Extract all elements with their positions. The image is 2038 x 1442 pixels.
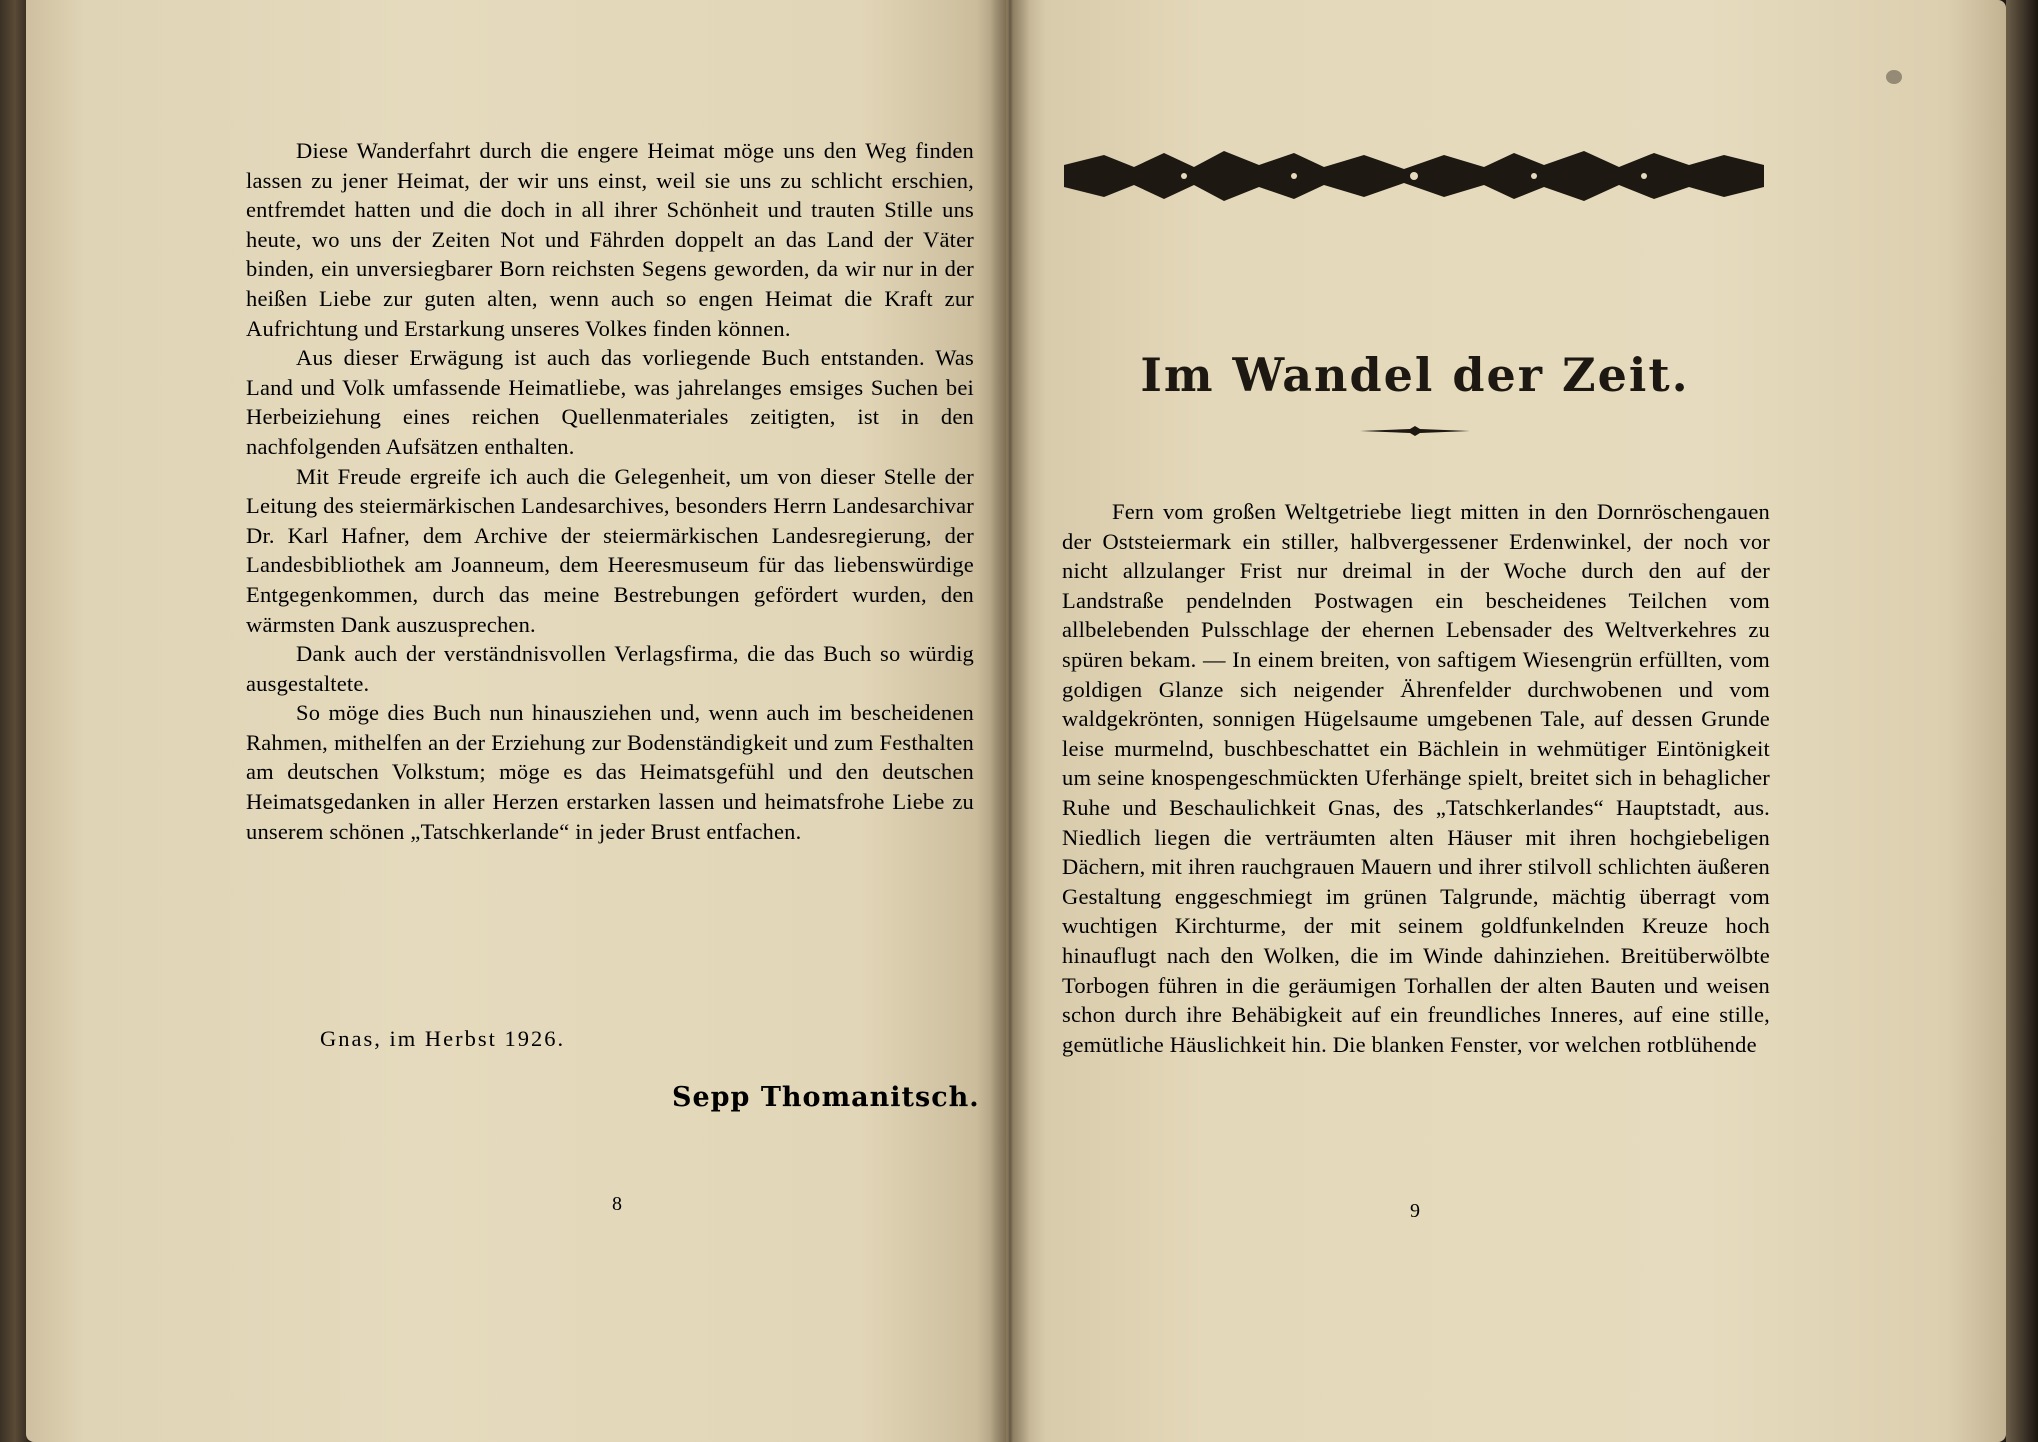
left-page-text	[246, 136, 974, 846]
decorative-header-ornament	[1064, 145, 1764, 207]
place-date: Gnas, im Herbst 1926.	[320, 1026, 566, 1051]
page-number-right: 9	[1410, 1200, 1420, 1222]
paragraph: Diese Wanderfahrt durch die engere Heimat möge uns den Weg finden lassen zu jener Heimat, der wir uns einst, weil sie uns zu schlicht erschien, entfremdet hatten und die doch in all ihrer Schönheit und trauten Stille uns heute, wo uns der Zeiten Not und Fährden doppelt an das Land der Väter binden, ein unversiegbarer Born reichsten Segens geworden, da wir nur in der heißen Liebe zur guten alten, wenn auch so engen Heimat die Kraft zur Aufrichtung und Erstarkung unseres Volkes finden können.	[246, 138, 974, 341]
paper-stain	[1886, 70, 1902, 84]
paragraph: Mit Freude ergreife ich auch die Gelegenheit, um von dieser Stelle der Leitung des steiermärkischen Landesarchives, besonders Herrn Landesarchivar Dr. Karl Hafner, dem Archive der steiermärkischen Landesregierung, der Landesbibliothek am Joanneum, dem Heeresmuseum für das liebenswürdige Entgegenkommen, durch das meine Bestrebungen gefördert wurden, den wärmsten Dank auszusprechen.	[246, 463, 974, 637]
paragraph: So möge dies Buch nun hinausziehen und, wenn auch im bescheidenen Rahmen, mithelfen an der Erziehung zur Bodenständigkeit und zum Festhalten am deutschen Volkstum; möge es das Heimatsgefühl und den deutschen Heimatsgedanken in aller Herzen erstarken lassen und heimatsfrohe Liebe zu unserem schönen „Tatschkerlande“ in jeder Brust entfachen.	[246, 700, 974, 844]
paragraph: Dank auch der verständnisvollen Verlagsfirma, die das Buch so würdig ausgestaltete.	[246, 641, 974, 696]
paragraph: Aus dieser Erwägung ist auch das vorliegende Buch entstanden. Was Land und Volk umfassende Heimatliebe, was jahrelanges emsiges Suchen bei Herbeiziehung eines reichen Quellenmateriales zeitigten, ist in den nachfolgenden Aufsätzen enthalten.	[246, 345, 974, 459]
page-number-left: 8	[612, 1193, 622, 1215]
right-page-text	[1062, 497, 1770, 1059]
title-divider	[1360, 425, 1470, 437]
author-signature: Sepp Thomanitsch.	[672, 1082, 980, 1113]
gutter-shadow	[990, 0, 1030, 1442]
chapter-title: Im Wandel der Zeit.	[1140, 348, 1690, 402]
paragraph: Fern vom großen Weltgetriebe liegt mitten in den Dornröschengauen der Oststeiermark ein stiller, halbvergessener Erdenwinkel, der noch vor nicht allzulanger Frist nur dreimal in der Woche durch den auf der Landstraße pendelnden Postwagen ein bescheidenes Teilchen vom allbelebenden Pulsschlage der ehernen Lebensader des Weltverkehres zu spüren bekam. — In einem breiten, von saftigem Wiesengrün erfüllten, vom goldigen Glanze sich neigender Ährenfelder durchwobenen und vom waldgekrönten, sonnigen Hügelsaume umgebenen Tale, auf dessen Grunde leise murmelnd, buschbeschattet ein Bächlein in wehmütiger Eintönigkeit um seine knospengeschmückten Uferhänge spielt, breitet sich in behaglicher Ruhe und Beschaulichkeit Gnas, des „Tatschkerlandes“ Hauptstadt, aus. Niedlich liegen die verträumten alten Häuser mit ihren hochgiebeligen Dächern, mit ihren rauchgrauen Mauern und ihrer stilvoll schlichten äußeren Gestaltung enggeschmiegt im grünen Talgrunde, mächtig überragt vom wuchtigen Kirchturme, der mit seinem goldfunkelnden Kreuze hoch hinauflugt nach den Wolken, die im Winde dahinziehen. Breitüberwölbte Torbogen führen in die geräumigen Torhallen der alten Bauten und weisen schon durch ihre Behäbigkeit auf ein freundliches Inneres, auf eine stille, gemütliche Häuslichkeit hin. Die blanken Fenster, vor welchen rotblühende	[1062, 499, 1770, 1057]
book-cover-edge-right	[2006, 0, 2038, 1442]
